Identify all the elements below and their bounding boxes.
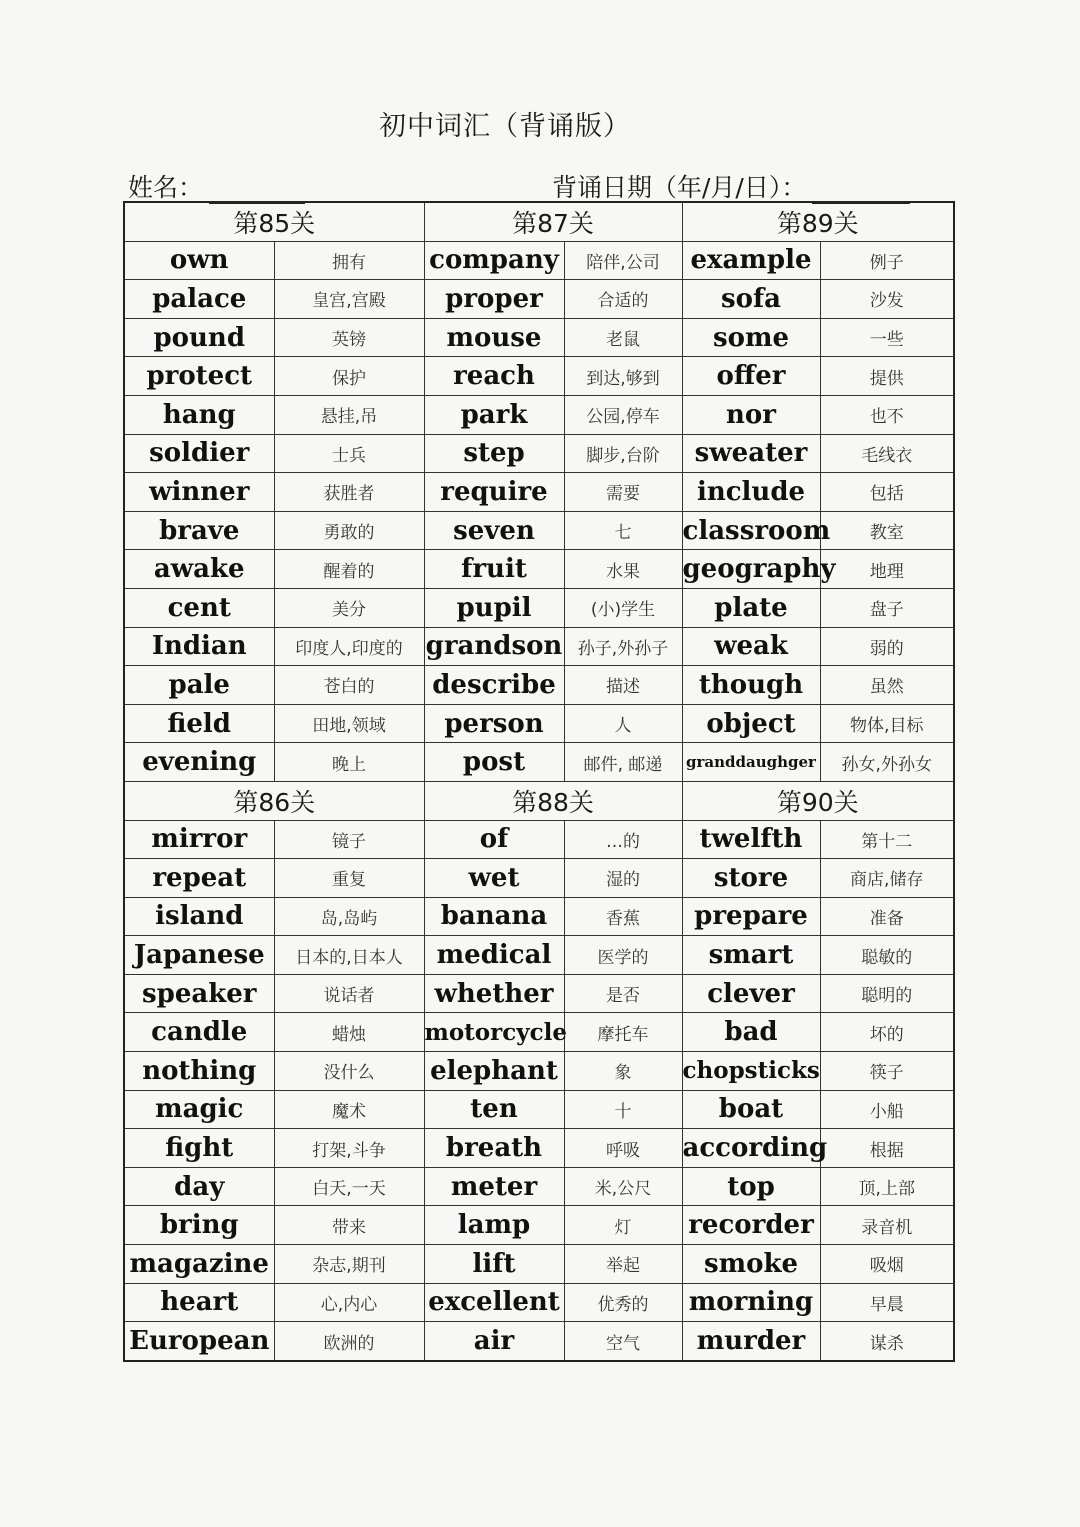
chinese-meaning: 老鼠: [564, 318, 682, 357]
chinese-meaning: 日本的,日本人: [274, 936, 424, 975]
english-word: offer: [682, 357, 820, 396]
level-header: 第88关: [424, 781, 682, 820]
english-word: some: [682, 318, 820, 357]
vocab-row: [124, 627, 954, 666]
english-word: island: [124, 897, 274, 936]
english-word: seven: [424, 511, 564, 550]
chinese-meaning: 需要: [564, 473, 682, 512]
chinese-meaning: 谋杀: [820, 1322, 954, 1361]
chinese-meaning: 合适的: [564, 280, 682, 319]
chinese-meaning: 呼吸: [564, 1129, 682, 1168]
chinese-meaning: 拥有: [274, 241, 424, 280]
english-word: mouse: [424, 318, 564, 357]
chinese-meaning: 士兵: [274, 434, 424, 473]
vocab-table: [123, 201, 955, 1362]
chinese-meaning: 米,公尺: [564, 1167, 682, 1206]
chinese-meaning: (小)学生: [564, 588, 682, 627]
vocab-row: [124, 473, 954, 512]
english-word: Indian: [124, 627, 274, 666]
chinese-meaning: 悬挂,吊: [274, 395, 424, 434]
chinese-meaning: …的: [564, 820, 682, 859]
english-word: object: [682, 704, 820, 743]
vocab-row: [124, 974, 954, 1013]
english-word: sofa: [682, 280, 820, 319]
chinese-meaning: 聪敏的: [820, 936, 954, 975]
english-word: describe: [424, 666, 564, 705]
english-word: twelfth: [682, 820, 820, 859]
chinese-meaning: 物体,目标: [820, 704, 954, 743]
chinese-meaning: 公园,停车: [564, 395, 682, 434]
chinese-meaning: 七: [564, 511, 682, 550]
chinese-meaning: 苍白的: [274, 666, 424, 705]
vocab-row: [124, 897, 954, 936]
english-word: proper: [424, 280, 564, 319]
vocab-row: [124, 357, 954, 396]
english-word: candle: [124, 1013, 274, 1052]
chinese-meaning: 吸烟: [820, 1245, 954, 1284]
chinese-meaning: 举起: [564, 1245, 682, 1284]
english-word: of: [424, 820, 564, 859]
level-header: 第90关: [682, 781, 954, 820]
english-word: wet: [424, 859, 564, 898]
chinese-meaning: 坏的: [820, 1013, 954, 1052]
chinese-meaning: 英镑: [274, 318, 424, 357]
level-header: 第86关: [124, 781, 424, 820]
chinese-meaning: 重复: [274, 859, 424, 898]
chinese-meaning: 没什么: [274, 1052, 424, 1091]
english-word: pound: [124, 318, 274, 357]
english-word: post: [424, 743, 564, 782]
english-word: geography: [682, 550, 820, 589]
english-word: reach: [424, 357, 564, 396]
vocab-row: [124, 704, 954, 743]
vocab-row: [124, 1245, 954, 1284]
vocab-row: [124, 1052, 954, 1091]
english-word: though: [682, 666, 820, 705]
chinese-meaning: 带来: [274, 1206, 424, 1245]
chinese-meaning: 灯: [564, 1206, 682, 1245]
chinese-meaning: 盘子: [820, 588, 954, 627]
vocab-row: [124, 280, 954, 319]
english-word: excellent: [424, 1283, 564, 1322]
level-header-row: [124, 202, 954, 241]
chinese-meaning: 一些: [820, 318, 954, 357]
english-word: motorcycle: [424, 1013, 564, 1052]
english-word: pale: [124, 666, 274, 705]
english-word: granddaughger: [682, 743, 820, 782]
english-word: morning: [682, 1283, 820, 1322]
vocab-row: [124, 743, 954, 782]
english-word: day: [124, 1167, 274, 1206]
english-word: winner: [124, 473, 274, 512]
chinese-meaning: 水果: [564, 550, 682, 589]
chinese-meaning: 空气: [564, 1322, 682, 1361]
english-word: mirror: [124, 820, 274, 859]
english-word: cent: [124, 588, 274, 627]
english-word: nothing: [124, 1052, 274, 1091]
date-field: [552, 168, 910, 204]
chinese-meaning: 晚上: [274, 743, 424, 782]
chinese-meaning: 人: [564, 704, 682, 743]
english-word: banana: [424, 897, 564, 936]
chinese-meaning: 医学的: [564, 936, 682, 975]
vocab-row: [124, 1167, 954, 1206]
chinese-meaning: 镜子: [274, 820, 424, 859]
chinese-meaning: 皇宫,宫殿: [274, 280, 424, 319]
english-word: sweater: [682, 434, 820, 473]
chinese-meaning: 心,内心: [274, 1283, 424, 1322]
english-word: top: [682, 1167, 820, 1206]
english-word: chopsticks: [682, 1052, 820, 1091]
english-word: heart: [124, 1283, 274, 1322]
english-word: pupil: [424, 588, 564, 627]
chinese-meaning: 顶,上部: [820, 1167, 954, 1206]
english-word: park: [424, 395, 564, 434]
chinese-meaning: 录音机: [820, 1206, 954, 1245]
english-word: smoke: [682, 1245, 820, 1284]
english-word: breath: [424, 1129, 564, 1168]
chinese-meaning: 聪明的: [820, 974, 954, 1013]
english-word: medical: [424, 936, 564, 975]
vocab-row: [124, 241, 954, 280]
english-word: company: [424, 241, 564, 280]
chinese-meaning: 弱的: [820, 627, 954, 666]
english-word: soldier: [124, 434, 274, 473]
level-header: 第89关: [682, 202, 954, 241]
english-word: field: [124, 704, 274, 743]
chinese-meaning: 提供: [820, 357, 954, 396]
english-word: ten: [424, 1090, 564, 1129]
english-word: Japanese: [124, 936, 274, 975]
english-word: boat: [682, 1090, 820, 1129]
chinese-meaning: 描述: [564, 666, 682, 705]
date-label: 背诵日期（年/月/日）：: [552, 173, 807, 202]
chinese-meaning: 是否: [564, 974, 682, 1013]
chinese-meaning: 勇敢的: [274, 511, 424, 550]
english-word: evening: [124, 743, 274, 782]
vocab-row: [124, 820, 954, 859]
chinese-meaning: 筷子: [820, 1052, 954, 1091]
vocab-row: [124, 936, 954, 975]
vocab-row: [124, 859, 954, 898]
english-word: prepare: [682, 897, 820, 936]
english-word: include: [682, 473, 820, 512]
vocab-row: [124, 1283, 954, 1322]
chinese-meaning: 毛线衣: [820, 434, 954, 473]
level-header-row: [124, 781, 954, 820]
chinese-meaning: 早晨: [820, 1283, 954, 1322]
english-word: lamp: [424, 1206, 564, 1245]
chinese-meaning: 地理: [820, 550, 954, 589]
chinese-meaning: 保护: [274, 357, 424, 396]
vocab-row: [124, 1129, 954, 1168]
english-word: weak: [682, 627, 820, 666]
english-word: lift: [424, 1245, 564, 1284]
chinese-meaning: 田地,领域: [274, 704, 424, 743]
chinese-meaning: 包括: [820, 473, 954, 512]
level-header: 第87关: [424, 202, 682, 241]
english-word: recorder: [682, 1206, 820, 1245]
english-word: meter: [424, 1167, 564, 1206]
chinese-meaning: 美分: [274, 588, 424, 627]
chinese-meaning: 小船: [820, 1090, 954, 1129]
english-word: grandson: [424, 627, 564, 666]
english-word: speaker: [124, 974, 274, 1013]
vocab-row: [124, 666, 954, 705]
english-word: smart: [682, 936, 820, 975]
chinese-meaning: 孙女,外孙女: [820, 743, 954, 782]
chinese-meaning: 象: [564, 1052, 682, 1091]
chinese-meaning: 准备: [820, 897, 954, 936]
english-word: fruit: [424, 550, 564, 589]
english-word: palace: [124, 280, 274, 319]
chinese-meaning: 岛,岛屿: [274, 897, 424, 936]
chinese-meaning: 香蕉: [564, 897, 682, 936]
english-word: person: [424, 704, 564, 743]
english-word: whether: [424, 974, 564, 1013]
chinese-meaning: 孙子,外孙子: [564, 627, 682, 666]
english-word: store: [682, 859, 820, 898]
english-word: European: [124, 1322, 274, 1361]
chinese-meaning: 邮件, 邮递: [564, 743, 682, 782]
english-word: require: [424, 473, 564, 512]
chinese-meaning: 虽然: [820, 666, 954, 705]
chinese-meaning: 教室: [820, 511, 954, 550]
chinese-meaning: 例子: [820, 241, 954, 280]
english-word: elephant: [424, 1052, 564, 1091]
chinese-meaning: 商店,储存: [820, 859, 954, 898]
vocab-row: [124, 1013, 954, 1052]
chinese-meaning: 根据: [820, 1129, 954, 1168]
english-word: magazine: [124, 1245, 274, 1284]
chinese-meaning: 优秀的: [564, 1283, 682, 1322]
english-word: own: [124, 241, 274, 280]
english-word: bad: [682, 1013, 820, 1052]
english-word: classroom: [682, 511, 820, 550]
header-fields: [128, 164, 954, 204]
chinese-meaning: 印度人,印度的: [274, 627, 424, 666]
vocab-row: [124, 1090, 954, 1129]
name-field: [128, 168, 305, 204]
page-title: 初中词汇（背诵版）: [379, 111, 631, 142]
vocab-row: [124, 434, 954, 473]
chinese-meaning: 打架,斗争: [274, 1129, 424, 1168]
english-word: hang: [124, 395, 274, 434]
english-word: clever: [682, 974, 820, 1013]
chinese-meaning: 欧洲的: [274, 1322, 424, 1361]
english-word: protect: [124, 357, 274, 396]
vocab-row: [124, 395, 954, 434]
english-word: murder: [682, 1322, 820, 1361]
chinese-meaning: 说话者: [274, 974, 424, 1013]
vocab-row: [124, 318, 954, 357]
english-word: air: [424, 1322, 564, 1361]
name-label: 姓名：: [128, 173, 204, 202]
chinese-meaning: 湿的: [564, 859, 682, 898]
english-word: awake: [124, 550, 274, 589]
english-word: brave: [124, 511, 274, 550]
chinese-meaning: 也不: [820, 395, 954, 434]
english-word: according: [682, 1129, 820, 1168]
chinese-meaning: 摩托车: [564, 1013, 682, 1052]
chinese-meaning: 到达,够到: [564, 357, 682, 396]
level-header: 第85关: [124, 202, 424, 241]
chinese-meaning: 获胜者: [274, 473, 424, 512]
english-word: magic: [124, 1090, 274, 1129]
vocab-row: [124, 588, 954, 627]
english-word: fight: [124, 1129, 274, 1168]
vocab-row: [124, 1322, 954, 1361]
english-word: nor: [682, 395, 820, 434]
chinese-meaning: 沙发: [820, 280, 954, 319]
chinese-meaning: 魔术: [274, 1090, 424, 1129]
chinese-meaning: 十: [564, 1090, 682, 1129]
chinese-meaning: 陪伴,公司: [564, 241, 682, 280]
english-word: plate: [682, 588, 820, 627]
chinese-meaning: 杂志,期刊: [274, 1245, 424, 1284]
chinese-meaning: 白天,一天: [274, 1167, 424, 1206]
vocab-body: [124, 202, 954, 1361]
vocab-row: [124, 1206, 954, 1245]
chinese-meaning: 第十二: [820, 820, 954, 859]
english-word: repeat: [124, 859, 274, 898]
english-word: example: [682, 241, 820, 280]
vocab-row: [124, 511, 954, 550]
chinese-meaning: 蜡烛: [274, 1013, 424, 1052]
english-word: bring: [124, 1206, 274, 1245]
chinese-meaning: 脚步,台阶: [564, 434, 682, 473]
vocab-row: [124, 550, 954, 589]
chinese-meaning: 醒着的: [274, 550, 424, 589]
english-word: step: [424, 434, 564, 473]
